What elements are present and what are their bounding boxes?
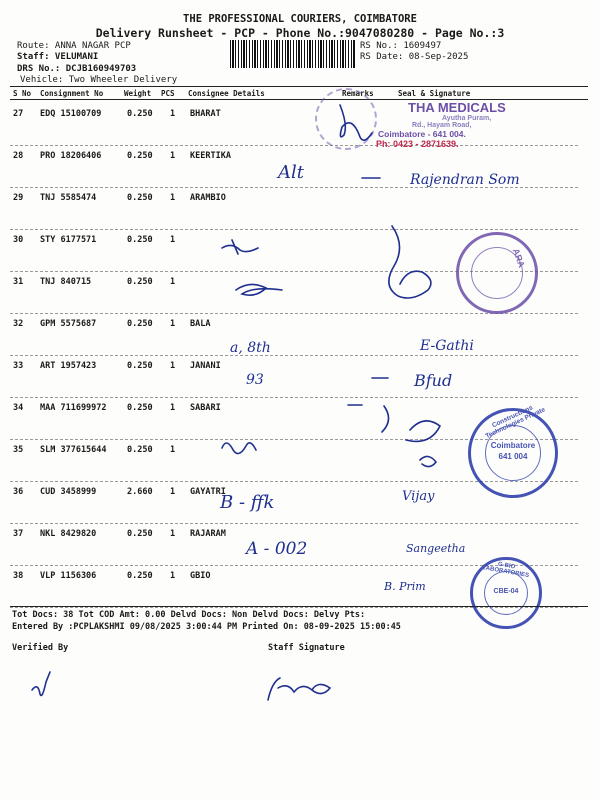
row-sno: 36	[13, 487, 24, 497]
runsheet-subtitle: Delivery Runsheet - PCP - Phone No.:9047080280 - Page No.:3	[95, 26, 505, 40]
medicals-stamp-line3: Coimbatore - 641 004.	[378, 129, 466, 139]
staff-label: Staff: VELUMANI	[17, 52, 99, 62]
col-seal-signature: Seal & Signature	[398, 89, 471, 98]
row-sno: 35	[13, 445, 24, 455]
row-weight: 0.250	[127, 109, 153, 119]
row-sno: 30	[13, 235, 24, 245]
row-consignment-no: STY 6177571	[40, 235, 97, 245]
row-consignment-no: SLM 377615644	[40, 445, 107, 455]
row-consignee: KEERTIKA	[190, 151, 231, 161]
handwriting-r38-sig: B. Prim	[384, 580, 426, 593]
col-consignee: Consignee Details	[188, 89, 265, 98]
footer-rule	[10, 606, 588, 607]
handwriting-r28-remark: Alt	[278, 162, 304, 183]
row-consignment-no: CUD 3458999	[40, 487, 97, 497]
handwriting-r28-sig: Rajendran Som	[410, 172, 520, 188]
col-weight: Weight	[124, 89, 152, 98]
signature-row30	[222, 240, 258, 254]
row-sno: 38	[13, 571, 24, 581]
signature-row35	[222, 443, 256, 454]
row-sno: 28	[13, 151, 24, 161]
rs-number: RS No.: 1609497	[360, 41, 442, 51]
arambio-stamp-text: ARA	[510, 247, 527, 269]
row-consignee: BALA	[190, 319, 211, 329]
col-consignment: Consignment No	[40, 89, 104, 98]
row-sno: 34	[13, 403, 24, 413]
signature-row31	[236, 284, 282, 295]
medicals-stamp-line1: Ayutha Puram,	[442, 115, 492, 122]
handwriting-r37-remark: A - 002	[246, 539, 308, 559]
col-remarks: Remarks	[342, 89, 374, 98]
row-consignment-no: EDQ 15100709	[40, 109, 102, 119]
scribble-row35	[420, 456, 436, 466]
company-title: THE PROFESSIONAL COURIERS, COIMBATORE	[183, 13, 417, 25]
totals-line: Tot Docs: 38 Tot COD Amt: 0.00 Delvd Docs: Non Delvd Docs: Delvy Pts:	[12, 610, 366, 620]
row-weight: 0.250	[127, 319, 153, 329]
rs-date: RS Date: 08-Sep-2025	[360, 52, 469, 62]
row-consignment-no: VLP 1156306	[40, 571, 97, 581]
vehicle-label: Vehicle: Two Wheeler Delivery	[20, 75, 178, 85]
gbio-stamp-ring-text: G-BIO LABORATORIES	[481, 561, 530, 580]
row-pcs: 1	[170, 529, 176, 539]
row-pcs: 1	[170, 193, 176, 203]
row-consignee: GAYATRI	[190, 487, 226, 497]
drs-label: DRS No.: DCJB160949703	[17, 64, 137, 74]
row-pcs: 1	[170, 571, 176, 581]
row-weight: 0.250	[127, 193, 153, 203]
row-pcs: 1	[170, 445, 176, 455]
col-pcs: PCS	[161, 89, 175, 98]
handwriting-r33-sig: Bfud	[414, 371, 453, 390]
row-consignment-no: PRO 18206406	[40, 151, 102, 161]
row-weight: 0.250	[127, 277, 153, 287]
signature-staff	[268, 678, 330, 700]
row34-dash	[348, 378, 388, 405]
handwriting-r36-remark: B - ffk	[220, 492, 275, 513]
row-sno: 29	[13, 193, 24, 203]
handwriting-r33-remark: 93	[246, 372, 264, 388]
row-pcs: 1	[170, 109, 176, 119]
row-consignee: SABARI	[190, 403, 221, 413]
cts-stamp-center-2: 641 004	[498, 452, 528, 461]
row-consignment-no: MAA 711699972	[40, 403, 107, 413]
row-weight: 0.250	[127, 235, 153, 245]
medicals-stamp-title: THA MEDICALS	[408, 100, 506, 115]
row-pcs: 1	[170, 487, 176, 497]
gbio-stamp-bottom-text: CBE-04	[493, 588, 519, 595]
row-consignment-no: TNJ 840715	[40, 277, 92, 287]
row-pcs: 1	[170, 319, 176, 329]
row-pcs: 1	[170, 235, 176, 245]
row-consignment-no: GPM 5575687	[40, 319, 97, 329]
col-sno: S No	[13, 89, 32, 98]
route-label: Route: ANNA NAGAR PCP	[17, 41, 131, 51]
verified-by-label: Verified By	[12, 643, 69, 653]
entered-by-line: Entered By :PCPLAKSHMI 09/08/2025 3:00:44 PM Printed On: 08-09-2025 15:00:45	[12, 622, 401, 632]
swirl-row30-31	[389, 226, 431, 298]
row-weight: 0.250	[127, 445, 153, 455]
row-sno: 32	[13, 319, 24, 329]
row-weight: 0.250	[127, 529, 153, 539]
row-weight: 0.250	[127, 151, 153, 161]
row-consignee: RAJARAM	[190, 529, 226, 539]
row-sno: 27	[13, 109, 24, 119]
row-weight: 0.250	[127, 361, 153, 371]
signature-row27	[340, 105, 372, 140]
row-consignee: GBIO	[190, 571, 211, 581]
swirl-row34	[382, 406, 440, 441]
row-consignment-no: ART 1957423	[40, 361, 97, 371]
row-consignee: BHARAT	[190, 109, 221, 119]
row-pcs: 1	[170, 403, 176, 413]
row-sno: 31	[13, 277, 24, 287]
row-sno: 33	[13, 361, 24, 371]
cts-stamp-ring-text: Constructions Technologies Private	[484, 404, 547, 441]
medicals-stamp-line2: Rd., Hayam Road,	[412, 122, 472, 129]
row-weight: 2.660	[127, 487, 153, 497]
handwriting-r37-sig: Sangeetha	[406, 542, 466, 555]
row-weight: 0.250	[127, 571, 153, 581]
handwriting-r32-sig: E-Gathi	[420, 338, 474, 354]
cts-stamp-center-1: Coimbatore	[490, 441, 536, 450]
handwriting-r36-sig: Vijay	[402, 489, 435, 504]
row-pcs: 1	[170, 277, 176, 287]
row-consignment-no: NKL 8429820	[40, 529, 97, 539]
row-pcs: 1	[170, 361, 176, 371]
row-weight: 0.250	[127, 403, 153, 413]
row-consignment-no: TNJ 5585474	[40, 193, 97, 203]
row-consignee: JANANI	[190, 361, 221, 371]
handwriting-r32-remark: a, 8th	[230, 340, 271, 356]
staff-signature-label: Staff Signature	[268, 643, 345, 653]
row-sno: 37	[13, 529, 24, 539]
row-consignee: ARAMBIO	[190, 193, 226, 203]
signature-verified-by	[32, 672, 50, 696]
row-pcs: 1	[170, 151, 176, 161]
medicals-stamp-phone: Ph: 0423 - 2871639.	[376, 139, 459, 149]
